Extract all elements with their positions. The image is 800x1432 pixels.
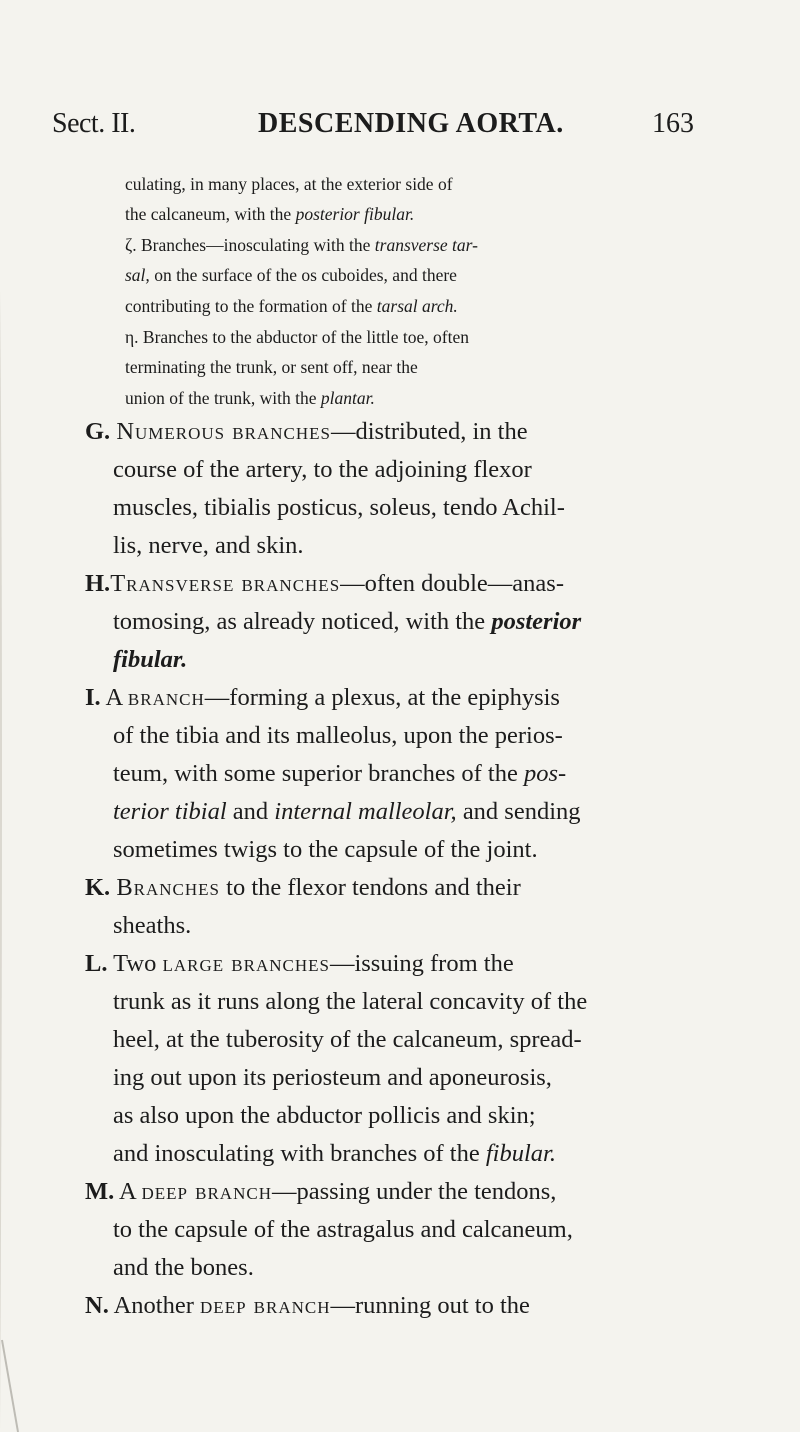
text-line: tomosing, as already noticed, with the posterior (113, 608, 582, 635)
section-label: Sect. II. (52, 108, 136, 139)
entry-m: M. A deep branch—passing under the tendons, (85, 1178, 557, 1205)
entry-l: L. Two large branches—issuing from the (85, 950, 514, 977)
running-header (0, 108, 800, 148)
text-line: to the capsule of the astragalus and calcaneum, (113, 1216, 573, 1243)
entry-k: K. Branches to the flexor tendons and their (85, 874, 521, 901)
text-line: heel, at the tuberosity of the calcaneum, spread- (113, 1026, 582, 1053)
text-line: lis, nerve, and skin. (113, 532, 304, 559)
text-line: sheaths. (113, 912, 192, 939)
text-line: of the tibia and its malleolus, upon the perios- (113, 722, 563, 749)
text-line: terminating the trunk, or sent off, near the (125, 357, 418, 377)
text-line: union of the trunk, with the plantar. (125, 388, 375, 408)
text-line: fibular. (113, 646, 188, 673)
text-line: and the bones. (113, 1254, 254, 1281)
page-number: 163 (652, 108, 694, 139)
page-title: DESCENDING AORTA. (258, 108, 564, 139)
text-line: culating, in many places, at the exterior side of (125, 174, 453, 194)
text-line: η. Branches to the abductor of the little toe, often (125, 327, 469, 347)
entry-h: H.Transverse branches—often double—anas- (85, 570, 564, 597)
text-line: contributing to the formation of the tarsal arch. (125, 296, 458, 316)
text-line: trunk as it runs along the lateral concavity of the (113, 988, 588, 1015)
text-line: and inosculating with branches of the fibular. (113, 1140, 556, 1167)
entry-n: N. Another deep branch—running out to the (85, 1292, 530, 1319)
text-line: sal, on the surface of the os cuboides, and there (125, 265, 457, 285)
entry-i: I. A branch—forming a plexus, at the epiphysis (85, 684, 560, 711)
text-line: terior tibial and internal malleolar, and sending (113, 798, 581, 825)
entry-g: G. Numerous branches—distributed, in the (85, 418, 528, 445)
text-line: sometimes twigs to the capsule of the joint. (113, 836, 538, 863)
text-line: as also upon the abductor pollicis and skin; (113, 1102, 536, 1129)
text-line: muscles, tibialis posticus, soleus, tendo Achil- (113, 494, 565, 521)
text-line: teum, with some superior branches of the pos- (113, 760, 567, 787)
text-line: the calcaneum, with the posterior fibular. (125, 204, 415, 224)
text-line: ing out upon its periosteum and aponeurosis, (113, 1064, 552, 1091)
text-line: ζ. Branches—inosculating with the transverse tar- (125, 235, 478, 255)
text-line: course of the artery, to the adjoining flexor (113, 456, 532, 483)
